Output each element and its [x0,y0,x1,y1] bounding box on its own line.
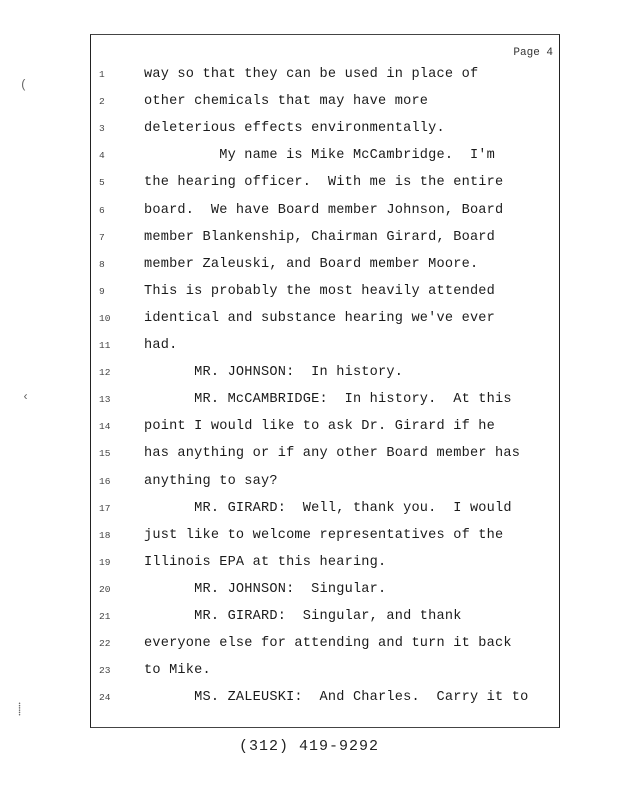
transcript-line [91,202,559,232]
line-text: MR. JOHNSON: In history. [144,365,404,381]
transcript-line [91,473,559,503]
line-number: 1 [99,69,105,80]
line-text: anything to say? [144,473,278,489]
line-text: MS. ZALEUSKI: And Charles. Carry it to [144,690,529,706]
line-number: 12 [99,367,111,379]
margin-mark-bottom: ⸽ [18,703,22,717]
transcript-line [91,500,559,530]
line-number: 17 [99,502,111,514]
line-number: 21 [99,611,111,622]
line-text: the hearing officer. With me is the entire [144,175,504,191]
line-number: 3 [99,123,105,135]
margin-mark-top: ( [20,78,28,92]
page-number: Page 4 [513,47,553,59]
line-number: 15 [99,448,111,460]
line-text: Illinois EPA at this hearing. [144,554,387,570]
line-text: has anything or if any other Board member has [144,446,521,462]
line-number: 10 [99,312,111,324]
line-number: 6 [99,204,105,216]
transcript-line [91,527,559,557]
line-text: MR. GIRARD: Well, thank you. I would [144,500,512,516]
line-text: This is probably the most heavily attended [144,283,496,299]
transcript-line [91,367,559,394]
line-text: other chemicals that may have more [144,94,429,110]
transcript-line [91,394,559,421]
transcript-line [91,177,559,204]
line-text: board. We have Board member Johnson, Board [144,202,504,218]
line-number: 9 [99,285,105,297]
line-number: 18 [99,529,111,541]
line-text: just like to welcome representatives of the [144,527,504,543]
line-number: 11 [99,340,111,351]
transcript-line [91,96,559,123]
line-number: 7 [99,231,105,243]
line-number: 8 [99,258,105,270]
line-number: 22 [99,638,111,650]
transcript-line [91,665,559,692]
transcript-line [91,638,559,665]
transcript-line [91,448,559,475]
line-text: member Blankenship, Chairman Girard, Board [144,229,496,245]
transcript-page [90,34,560,728]
footer-phone-number: (312) 419-9292 [238,738,380,755]
line-text: point I would like to ask Dr. Girard if he [144,419,496,435]
transcript-line [91,150,559,177]
line-text: had. [144,338,178,353]
line-text: MR. GIRARD: Singular, and thank [144,609,462,624]
line-text: way so that they can be used in place of [144,67,479,82]
transcript-line [91,581,559,611]
transcript-line [91,554,559,584]
line-number: 19 [99,556,111,568]
transcript-line [91,69,559,96]
line-text: member Zaleuski, and Board member Moore. [144,256,479,272]
line-number: 5 [99,177,105,189]
line-text: deleterious effects environmentally. [144,121,445,137]
line-text: MR. JOHNSON: Singular. [144,581,387,597]
line-number: 20 [99,583,111,595]
line-number: 24 [99,692,111,704]
line-text: everyone else for attending and turn it back [144,636,512,652]
transcript-line [91,421,559,448]
line-text: to Mike. [144,663,211,679]
transcript-line [91,256,559,286]
line-number: 13 [99,394,111,406]
line-number: 16 [99,475,111,487]
line-number: 4 [99,150,105,162]
transcript-line [91,692,559,719]
transcript-line [91,283,559,313]
line-text: identical and substance hearing we've ever [144,310,496,326]
line-text: My name is Mike McCambridge. I'm [144,148,496,164]
line-number: 2 [99,96,105,108]
transcript-line [91,229,559,259]
margin-mark-middle: ‹ [22,390,30,404]
line-number: 14 [99,421,111,433]
transcript-line [91,123,559,150]
transcript-line [91,611,559,638]
line-text: MR. McCAMBRIDGE: In history. At this [144,392,512,408]
transcript-line [91,310,559,340]
line-number: 23 [99,665,111,677]
transcript-line [91,340,559,367]
